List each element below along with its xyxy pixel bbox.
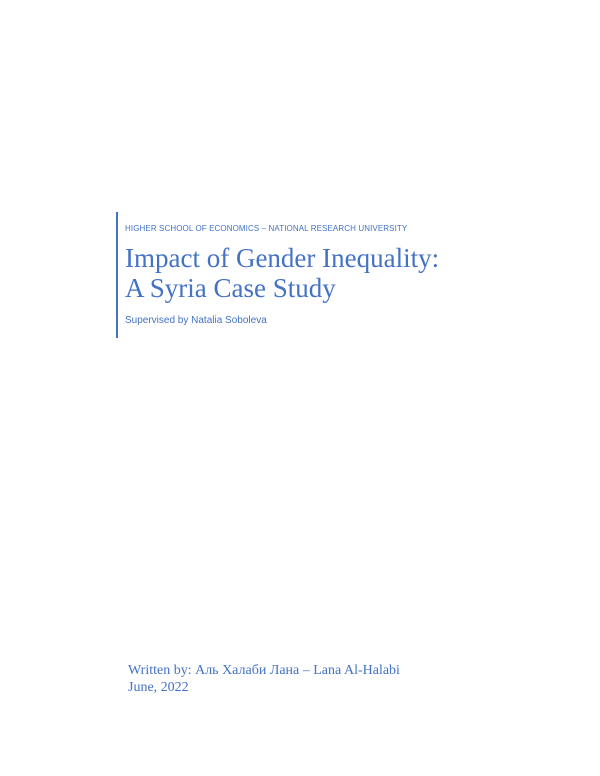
institution-name: HIGHER SCHOOL OF ECONOMICS – NATIONAL RESEARCH UNIVERSITY (125, 224, 408, 233)
author-line: Written by: Аль Халаби Лана – Lana Al-Halabi (128, 663, 400, 678)
author-date-block (128, 662, 458, 696)
document-title (125, 243, 439, 303)
title-line-2: A Syria Case Study (125, 273, 336, 303)
cover-title-block (116, 212, 546, 338)
date-line: June, 2022 (128, 680, 189, 695)
title-line-1: Impact of Gender Inequality: (125, 243, 440, 273)
supervisor-text: Supervised by Natalia Soboleva (125, 315, 267, 326)
